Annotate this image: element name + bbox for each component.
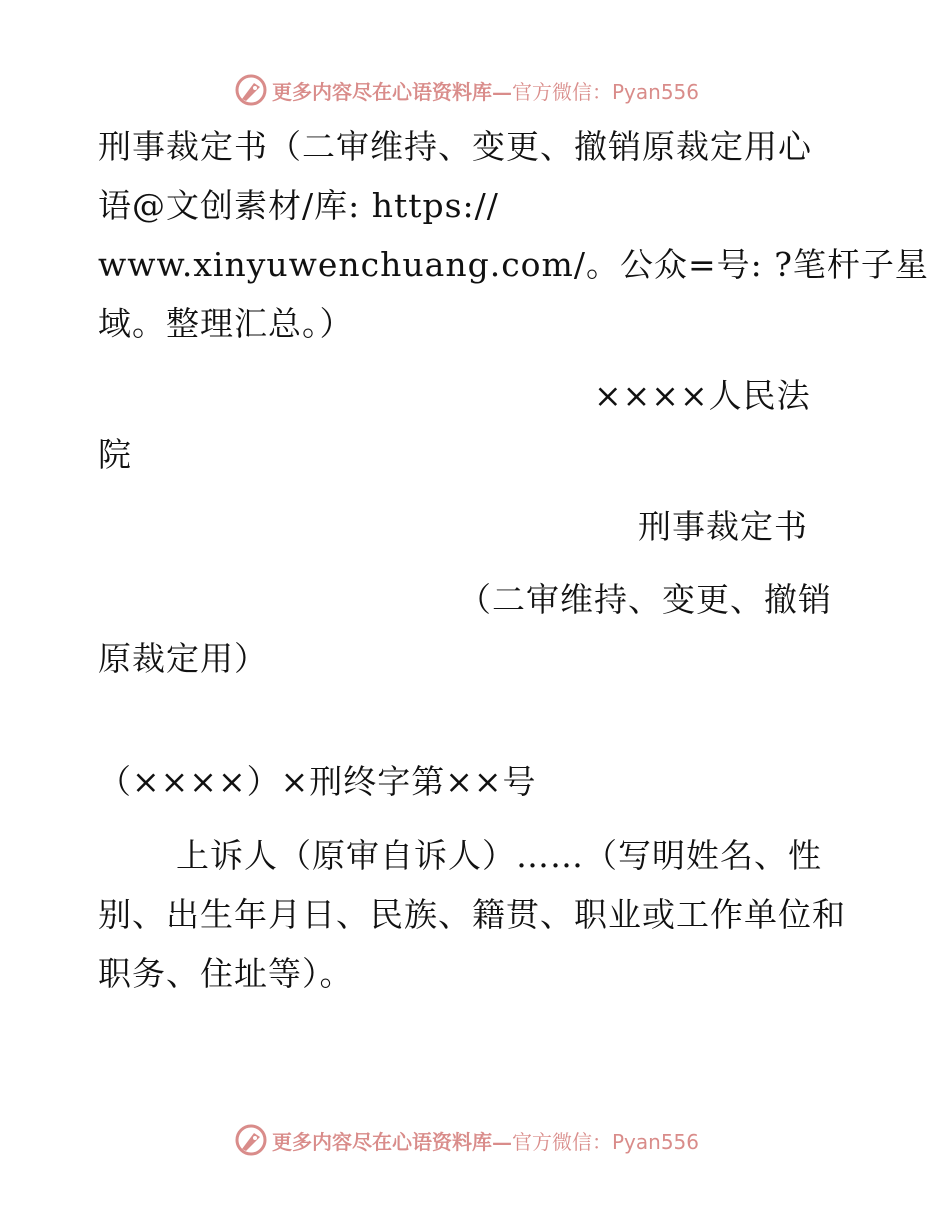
header-watermark-subtext: 官方微信：Pyan556	[512, 79, 700, 104]
document-title-line-1: 刑事裁定书（二审维持、变更、撤销原裁定用心	[98, 127, 812, 166]
document-title-line-3: www.xinyuwenchuang.com/。公众=号: ?笔杆子星	[98, 245, 929, 284]
appellant-paragraph-line-3: 职务、住址等）。	[98, 954, 354, 993]
document-title-line-4: 域。整理汇总。）	[98, 304, 354, 343]
footer-watermark-content	[234, 1120, 699, 1160]
header-watermark-banner	[0, 70, 950, 110]
court-name-line-2: 院	[98, 435, 132, 474]
ruling-subtitle-line-2: 原裁定用）	[98, 639, 268, 678]
ruling-heading: 刑事裁定书	[638, 507, 808, 546]
court-name-line-1: ××××人民法	[594, 376, 811, 415]
appellant-paragraph-line-2: 别、出生年月日、民族、籍贯、职业或工作单位和	[98, 895, 846, 934]
footer-watermark-subtext: 官方微信：Pyan556	[512, 1129, 700, 1154]
ruling-subtitle-line-1: （二审维持、变更、撤销	[458, 580, 832, 619]
header-watermark-text: 更多内容尽在心语资料库—	[272, 79, 512, 104]
pen-nib-logo-icon	[234, 73, 268, 107]
footer-watermark-text: 更多内容尽在心语资料库—	[272, 1129, 512, 1154]
footer-watermark-banner	[0, 1120, 950, 1160]
pen-nib-logo-icon	[234, 1123, 268, 1157]
appellant-paragraph-line-1: 上诉人（原审自诉人）……（写明姓名、性	[176, 836, 822, 875]
case-number: （××××）×刑终字第××号	[98, 762, 537, 801]
header-watermark-content	[234, 70, 699, 110]
document-title-line-2: 语@文创素材/库: https://	[98, 186, 499, 225]
